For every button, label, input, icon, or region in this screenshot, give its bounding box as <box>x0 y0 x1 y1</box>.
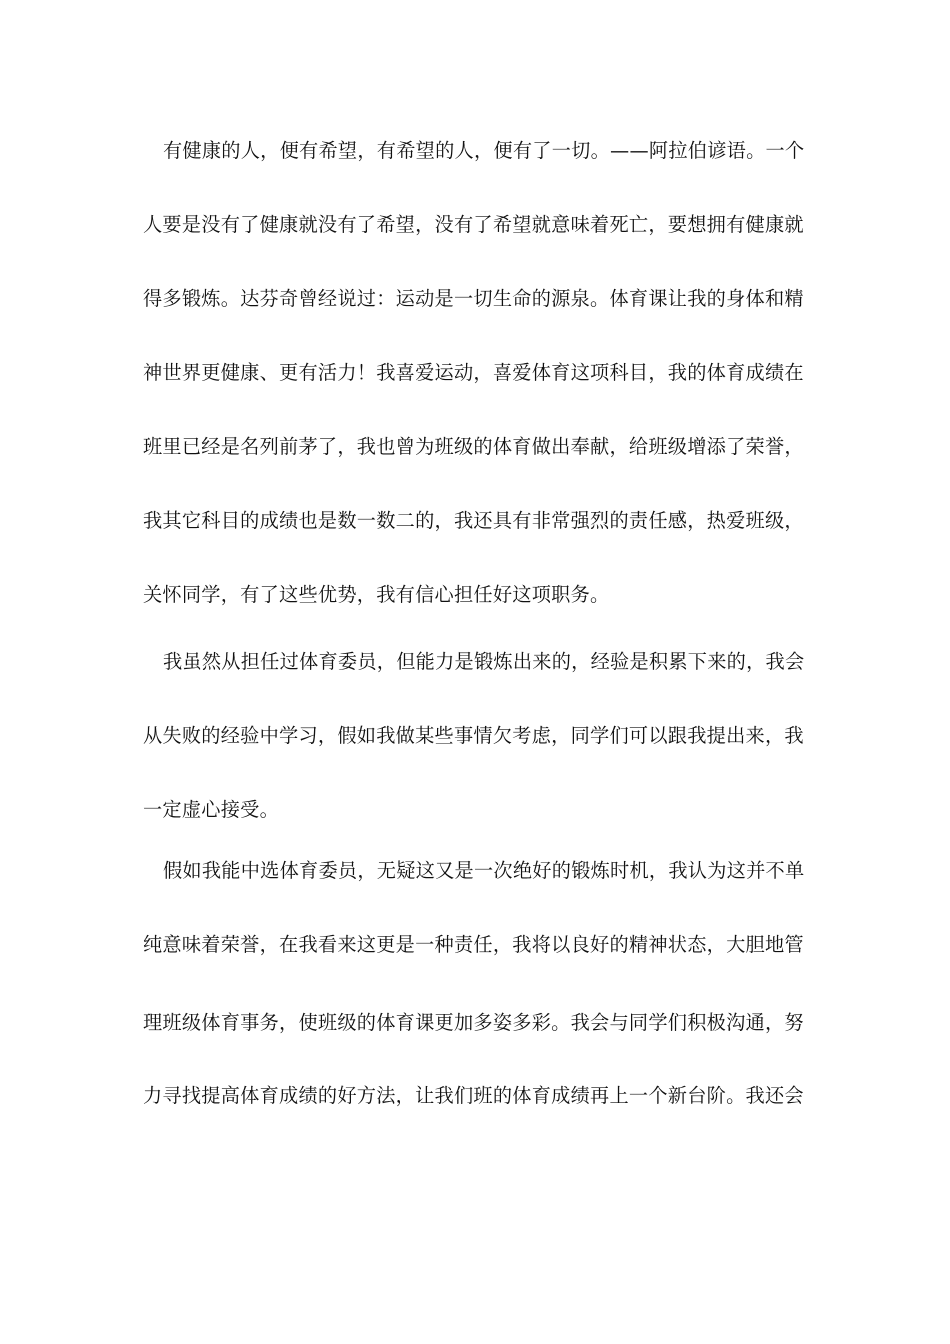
text-line: 班里已经是名列前茅了，我也曾为班级的体育做出奉献，给班级增添了荣誉， <box>143 435 804 458</box>
text-line: 理班级体育事务，使班级的体育课更加多姿多彩。我会与同学们积极沟通，努 <box>143 1011 804 1034</box>
text-line: 从失败的经验中学习，假如我做某些事情欠考虑，同学们可以跟我提出来，我 <box>143 724 804 747</box>
text-line: 假如我能中选体育委员，无疑这又是一次绝好的锻炼时机，我认为这并不单 <box>163 859 805 882</box>
text-line: 神世界更健康、更有活力！我喜爱运动，喜爱体育这项科目，我的体育成绩在 <box>143 361 804 384</box>
text-line: 纯意味着荣誉，在我看来这更是一种责任，我将以良好的精神状态，大胆地管 <box>143 933 804 956</box>
text-line: 关怀同学，有了这些优势，我有信心担任好这项职务。 <box>143 583 610 606</box>
text-line: 力寻找提高体育成绩的好方法，让我们班的体育成绩再上一个新台阶。我还会 <box>143 1084 804 1107</box>
text-line: 我虽然从担任过体育委员，但能力是锻炼出来的，经验是积累下来的，我会 <box>163 650 805 673</box>
text-line: 有健康的人，便有希望，有希望的人，便有了一切。——阿拉伯谚语。一个 <box>163 139 805 162</box>
text-line: 一定虚心接受。 <box>143 798 280 821</box>
text-line: 我其它科目的成绩也是数一数二的，我还具有非常强烈的责任感，热爱班级， <box>143 509 804 532</box>
text-line: 人要是没有了健康就没有了希望，没有了希望就意味着死亡，要想拥有健康就 <box>143 213 804 236</box>
text-line: 得多锻炼。达芬奇曾经说过：运动是一切生命的源泉。体育课让我的身体和精 <box>143 287 804 310</box>
